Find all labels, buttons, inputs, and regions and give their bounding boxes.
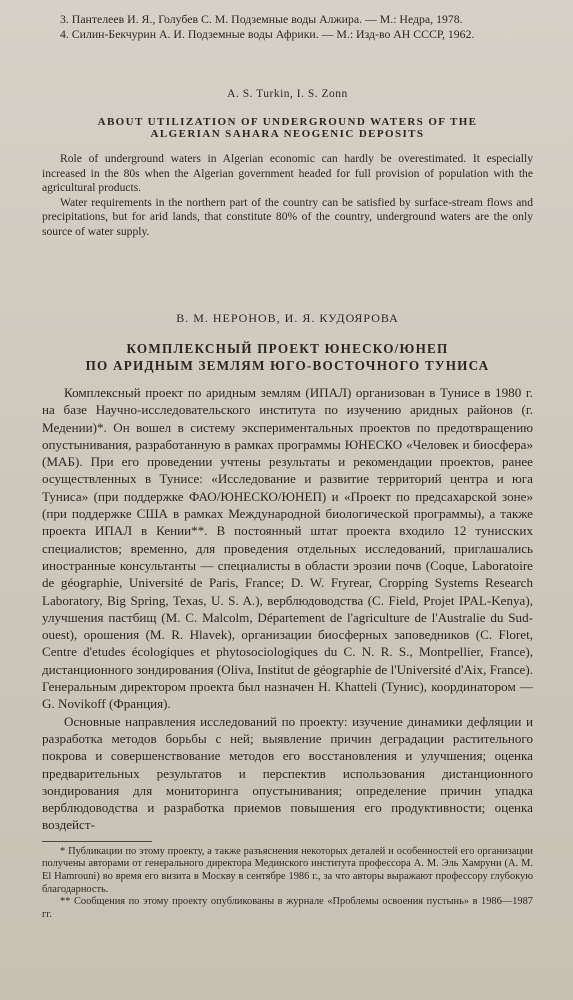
abstract-title — [42, 116, 533, 140]
abstract-body — [42, 152, 533, 239]
footnote-divider — [42, 841, 152, 842]
article-title-line: КОМПЛЕКСНЫЙ ПРОЕКТ ЮНЕСКО/ЮНЕП — [126, 341, 449, 356]
article-title-line: ПО АРИДНЫМ ЗЕМЛЯМ ЮГО-ВОСТОЧНОГО ТУНИСА — [85, 358, 490, 373]
abstract-paragraph: Role of underground waters in Algerian economic can hardly be overestimated. It especially increased in the 80s when the Algerian government headed for full provision of population with the agricultural products. — [42, 152, 533, 194]
article-body — [42, 384, 533, 834]
reference-list — [42, 0, 533, 42]
footnote-item: * Публикации по этому проекту, а также разъяснения некоторых деталей и особенностей его организации получены авторами от генерального директора Мединского института профессора А. М. Эль Хамруни (A. M. El Hamrouni) во время его визита в Москву в сентябре 1986 г., за что авторы выражают профессору глубокую благодарность. — [42, 845, 533, 895]
reference-item: 3. Пантелеев И. Я., Голубев С. М. Подземные воды Алжира. — М.: Недра, 1978. — [60, 12, 463, 26]
abstract-title-line: ALGERIAN SAHARA NEOGENIC DEPOSITS — [150, 128, 425, 140]
footnote-item: ** Сообщения по этому проекту опубликованы в журнале «Проблемы освоения пустынь» в 1986—1987 гг. — [42, 896, 533, 920]
reference-item: 4. Силин-Бекчурин А. И. Подземные воды Африки. — М.: Изд-во АН СССР, 1962. — [60, 27, 475, 41]
article-title — [42, 340, 533, 374]
abstract-authors: A. S. Turkin, I. S. Zonn — [227, 88, 348, 100]
abstract-title-line: ABOUT UTILIZATION OF UNDERGROUND WATERS OF THE — [97, 116, 478, 128]
article-paragraph: Комплексный проект по аридным землям (ИПАЛ) организован в Тунисе в 1980 г. на базе Научно-исследовательского института по изучению аридных районов (г. Медении)*. Он вошел в систему экспериментальных проектов по предотвращению опустынивания, разработанную в рамках программы ЮНЕСКО «Человек и биосфера» (МАБ). При его проведении учтены результаты и рекомендации проектов, ранее осуществленных в Тунисе: «Исследование и развитие территорий центра и юга Туниса» (при поддержке ФАО/ЮНЕСКО/ЮНЕП) и «Проект по предсахарской зоне» (при поддержке США в рамках Международной биологической программы), а также проекта ИПАЛ в Кении**. В постоянный штат проекта входило 12 тунисских специалистов; временно, для проведения отдельных исследований, приглашались иностранные консультанты — специалисты в области эрозии почв (Coque, Laboratoire de géographie, Université de Paris, France; D. W. Fryrear, Cropping Systems Research Laboratory, Big Spring, Texas, U. S. A.), верблюдоводства (C. Field, Projet IPAL-Kenya), улучшения пастбищ (M. C. Malcolm, Département de l'agriculture de l'Australie du Sud-ouest), орошения (M. R. Hlavek), организации биосферных заповедников (C. Floret, Centre d'etudes écologiques et phytosociologiques du C. N. R. S., Montpellier, France), дистанционного зондирования (Oliva, Institut de géographie de l'Université d'Aix, France). Генеральным директором проекта был назначен H. Khatteli (Тунис), координатором — G. Novikoff (Франция). — [42, 385, 533, 712]
footnotes — [42, 846, 533, 922]
article-paragraph: Основные направления исследований по проекту: изучение динамики дефляции и разработка методов борьбы с ней; выявление причин деградации растительного покрова и совершенствование методов его восстановления и улучшения; оценка предварительных результатов и перспектив использования дистанционного зондирования для мониторинга опустынивания; определение причин упадка верблюдоводства и разработка приемов повышения его продуктивности; оценка воздейст- — [42, 713, 533, 833]
article-authors: В. М. НЕРОНОВ, И. Я. КУДОЯРОВА — [176, 311, 399, 325]
abstract-paragraph: Water requirements in the northern part of the country can be satisfied by surface-stream flows and precipitations, but for arid lands, that constitute 80% of the country, underground waters are the only source of water supply. — [42, 195, 533, 238]
